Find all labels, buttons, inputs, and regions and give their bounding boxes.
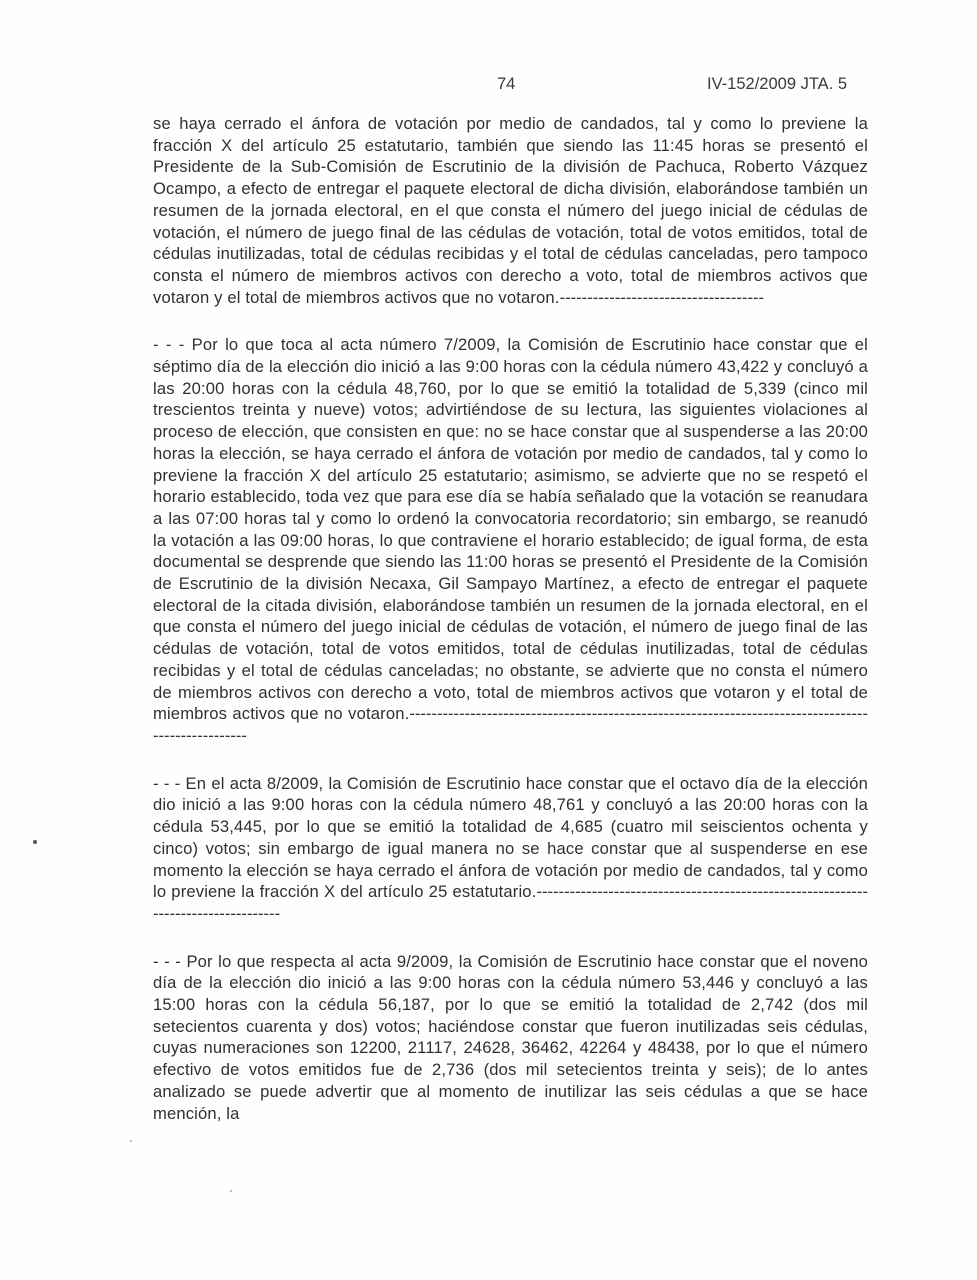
paragraph-trailing-dashes: ----------------------------------------------------------------------------------- [153, 882, 868, 923]
paragraph-trailing-dashes: ------------------------------------- [559, 287, 765, 307]
scan-speck [33, 840, 37, 844]
paragraph-3 [153, 773, 868, 925]
page-header [0, 75, 977, 99]
page-number: 74 [497, 75, 516, 93]
scan-speck [130, 1140, 132, 1142]
paragraph-text: - - - Por lo que toca al acta número 7/2009, la Comisión de Escrutinio hace constar que el séptimo día de la elección dio inició a las 9:00 horas con la cédula número 43,422 y concluyó a las 20:00 horas con la cédula 48,760, por lo que se emitió la totalidad de 5,339 (cinco mil trescientos treinta y nueve) votos; advirtiéndose de su lectura, las siguientes violaciones al proceso de elección, que consisten en que: no se hace constar que al suspenderse a las 20:00 horas la elección, se haya cerrado el ánfora de votación por medio de candados, tal y como lo previene la fracción X del artículo 25 estatutario; asimismo, se advierte que no se respetó el horario establecido, toda vez que para ese día se había señalado que la votación se reanudara a las 07:00 horas tal y como lo ordenó la convocatoria recordatorio; sin embargo, se reanudó la votación a las 09:00 horas, lo que contraviene el horario establecido; de igual forma, de esta documental se desprende que siendo las 11:00 horas se presentó el Presidente de la Comisión de Escrutinio de la división Necaxa, Gil Sampayo Martínez, a efecto de entregar el paquete electoral de la citada división, elaborándose también un resumen de la jornada electoral, en el que consta el número del juego inicial de cédulas de votación, el número de juego final de las cédulas de votación, total de votos emitidos, total de cédulas inutilizadas, total de cédulas recibidas y el total de cédulas canceladas; no obstante, se advierte que no consta el número de miembros activos con derecho a voto, total de miembros activos que votaron y el total de miembros activos que no votaron. [153, 335, 868, 724]
scan-speck [230, 1190, 232, 1192]
case-reference: IV-152/2009 JTA. 5 [707, 75, 848, 93]
paragraph-4 [153, 951, 868, 1125]
paragraph-1 [153, 113, 868, 308]
document-body [153, 113, 868, 1150]
paragraph-text: se haya cerrado el ánfora de votación por medio de candados, tal y como lo previene la fracción X del artículo 25 estatutario, también que siendo las 11:45 horas se presentó el Presidente de la Sub-Comisión de Escrutinio de la división de Pachuca, Roberto Vázquez Ocampo, a efecto de entregar el paquete electoral de dicha división, elaborándose también un resumen de la jornada electoral, en el que consta el número del juego inicial de cédulas de votación, el número de juego final de las cédulas de votación, total de votos emitidos, total de cédulas inutilizadas, total de cédulas recibidas y el total de cédulas canceladas, pero tampoco consta el número de miembros activos con derecho a voto, total de miembros activos que votaron y el total de miembros activos que no votaron. [153, 114, 868, 307]
paragraph-text: - - - Por lo que respecta al acta 9/2009, la Comisión de Escrutinio hace constar que el noveno día de la elección dio inició a las 9:00 horas con la cédula número 53,446 y concluyó a las 15:00 horas con la cédula 56,187, por lo que se emitió la totalidad de 2,742 (dos mil setecientos cuarenta y dos) votos; haciéndose constar que fueron inutilizadas seis cédulas, cuyas numeraciones son 12200, 21117, 24628, 36462, 42264 y 48438, por lo que el número efectivo de votos emitidos fue de 2,736 (dos mil setecientos treinta y seis); de lo antes analizado se puede advertir que al momento de inutilizar las seis cédulas a que se hace mención, la [153, 951, 868, 1123]
paragraph-trailing-dashes: ---------------------------------------------------------------------------------------------------- [153, 704, 868, 745]
paragraph-text: - - - En el acta 8/2009, la Comisión de Escrutinio hace constar que el octavo día de la elección dio inició a las 9:00 horas con la cédula número 48,761 y concluyó a las 20:00 horas con la cédula 53,445, por lo que se emitió la totalidad de 4,685 (cuatro mil seiscientos ochenta y cinco) votos; sin embargo de igual manera no se hace constar que al suspenderse en ese momento la elección se haya cerrado el ánfora de votación por medio de candados, tal y como lo previene la fracción X del artículo 25 estatutario. [153, 773, 868, 902]
paragraph-2 [153, 334, 868, 746]
